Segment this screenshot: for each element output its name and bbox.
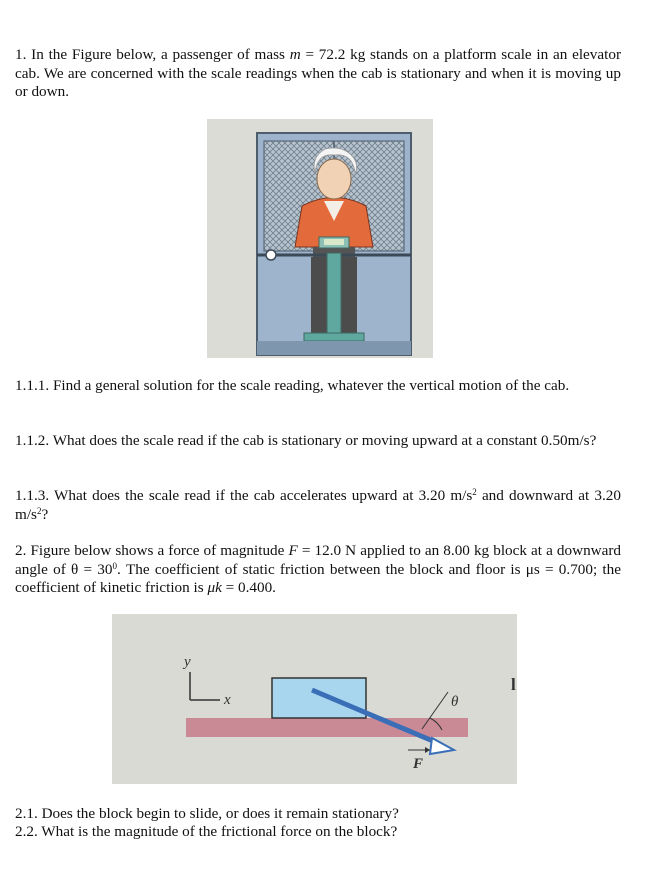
cab-floor [257, 341, 411, 355]
passenger-head [317, 159, 351, 199]
scale-platform [304, 333, 364, 341]
question-1-1-1: 1.1.1. Find a general solution for the scale reading, whatever the vertical motion of the cab. [15, 377, 570, 394]
theta-label: θ [451, 694, 459, 710]
question-1-1-3: 1.1.3. What does the scale read if the cab accelerates upward at 3.20 $m/s^2$ and downward at 3.20 $m/s^2$? [15, 487, 621, 523]
block [272, 678, 366, 718]
force-label: F [413, 756, 424, 772]
stray-mark: l [511, 675, 516, 694]
block-figure [112, 614, 532, 786]
scale-column [327, 253, 341, 339]
question-2-2: 2.2. What is the magnitude of the frictional force on the block? [15, 823, 398, 840]
question-2-1: 2.1. Does the block begin to slide, or does it remain stationary? [15, 805, 399, 822]
floor [186, 718, 468, 737]
elevator-figure [207, 119, 433, 358]
question-1-1-2: 1.1.2. What does the scale read if the cab is stationary or moving upward at a constant 0.50m/s? [15, 432, 597, 449]
problem-1-text: 1. In the Figure below, a passenger of mass m = 72.2 kg stands on a platform scale in an elevator cab. We are concerned with the scale readings when the cab is stationary and when it is moving up or down. [15, 46, 622, 100]
problem-2-text: 2. Figure below shows a force of magnitude F = 12.0 N applied to an 8.00 kg block at a downward angle of $\theta = 30^0$. The coefficient of static friction between the block and floor is μs = 0.700; the coefficient of kinetic friction is μk = 0.400. [15, 542, 622, 596]
x-axis-label: x [224, 692, 231, 708]
y-axis-label: y [184, 654, 191, 670]
